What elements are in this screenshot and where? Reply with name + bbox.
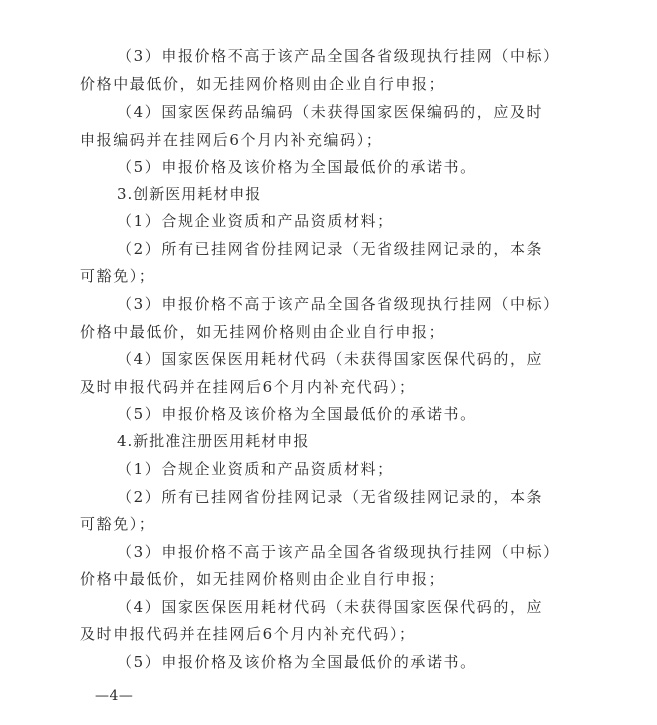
- text-line: （1）合规企业资质和产品资质材料；: [117, 212, 394, 230]
- text-line: （3）申报价格不高于该产品全国各省级现执行挂网（中标）: [117, 295, 560, 313]
- text-line: （2）所有已挂网省份挂网记录（无省级挂网记录的，本条: [117, 488, 544, 506]
- text-line: （3）申报价格不高于该产品全国各省级现执行挂网（中标）: [117, 543, 560, 561]
- text-line: 申报编码并在挂网后6个月内补充编码）；: [80, 131, 383, 149]
- text-line: 价格中最低价，如无挂网价格则由企业自行申报；: [80, 570, 446, 588]
- text-line: （4）国家医保药品编码（未获得国家医保编码的，应及时: [117, 103, 544, 121]
- text-line: 价格中最低价，如无挂网价格则由企业自行申报；: [80, 323, 446, 341]
- text-line: 及时申报代码并在挂网后6个月内补充代码）；: [80, 625, 416, 643]
- text-line: 价格中最低价，如无挂网价格则由企业自行申报；: [80, 75, 446, 93]
- page-number: —4—: [95, 688, 134, 704]
- section-heading: 4.新批准注册医用耗材申报: [117, 432, 310, 450]
- text-line: （4）国家医保医用耗材代码（未获得国家医保代码的，应: [117, 598, 544, 616]
- text-line: 及时申报代码并在挂网后6个月内补充代码）；: [80, 378, 416, 396]
- text-line: （1）合规企业资质和产品资质材料；: [117, 460, 394, 478]
- text-line: （5）申报价格及该价格为全国最低价的承诺书。: [117, 653, 477, 671]
- text-line: （3）申报价格不高于该产品全国各省级现执行挂网（中标）: [117, 47, 560, 65]
- text-line: 可豁免）；: [80, 515, 156, 533]
- text-line: （4）国家医保医用耗材代码（未获得国家医保代码的，应: [117, 350, 544, 368]
- text-line: （5）申报价格及该价格为全国最低价的承诺书。: [117, 405, 477, 423]
- text-line: 可豁免）；: [80, 267, 156, 285]
- text-line: （2）所有已挂网省份挂网记录（无省级挂网记录的，本条: [117, 240, 544, 258]
- text-line: （5）申报价格及该价格为全国最低价的承诺书。: [117, 158, 477, 176]
- section-heading: 3.创新医用耗材申报: [117, 185, 262, 203]
